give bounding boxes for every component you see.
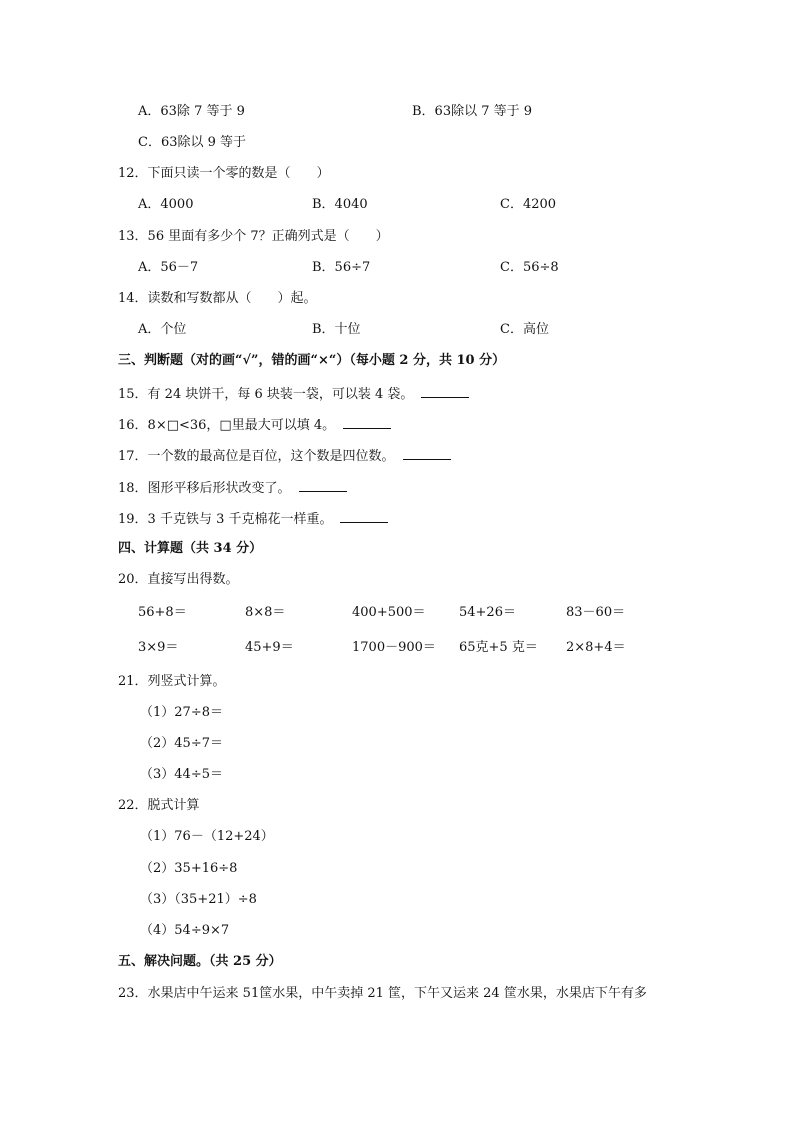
q12-option-c: C．4200 — [500, 197, 557, 212]
q11-option-b: B．63除以 7 等于 9 — [412, 104, 533, 119]
answer-blank[interactable] — [299, 479, 347, 492]
q12-stem: 12．下面只读一个零的数是（ ） — [118, 166, 330, 181]
calc-item: 45+9＝ — [245, 640, 294, 655]
answer-blank[interactable] — [421, 385, 469, 398]
section-4-heading: 四、计算题（共 34 分） — [118, 541, 263, 556]
q23-stem: 23．水果店中午运来 51筐水果，中午卖掉 21 筐，下午又运来 24 筐水果，水果店下午有多 — [118, 986, 647, 1001]
q13-option-b: B．56÷7 — [312, 260, 371, 275]
q14-option-b: B．十位 — [312, 322, 361, 337]
calc-item: 8×8＝ — [245, 605, 286, 620]
q22-item-3: （3）（35+21）÷8 — [140, 892, 257, 907]
answer-blank[interactable] — [343, 416, 391, 429]
q21-item-1: （1）27÷8＝ — [140, 705, 223, 720]
judge-item-15: 15．有 24 块饼干，每 6 块装一袋，可以装 4 袋。 — [118, 385, 469, 403]
q13-option-a: A．56－7 — [138, 260, 199, 275]
calc-item: 400+500＝ — [352, 605, 426, 620]
q13-stem: 13．56 里面有多少个 7？正确列式是（ ） — [118, 229, 389, 244]
judge-item-17: 17．一个数的最高位是百位，这个数是四位数。 — [118, 447, 451, 465]
q20-stem: 20．直接写出得数。 — [118, 572, 239, 587]
q21-item-3: （3）44÷5＝ — [140, 767, 223, 782]
calc-item: 56+8＝ — [138, 605, 187, 620]
q14-option-c: C．高位 — [500, 322, 549, 337]
q21-stem: 21．列竖式计算。 — [118, 674, 226, 689]
q13-option-c: C．56÷8 — [500, 260, 559, 275]
answer-blank[interactable] — [340, 510, 388, 523]
section-3-heading: 三、判断题（对的画“√”，错的画“×“）（每小题 2 分，共 10 分） — [118, 353, 506, 368]
calc-item: 2×8+4＝ — [566, 640, 626, 655]
q22-item-1: （1）76－（12+24） — [140, 829, 274, 844]
q14-stem: 14．读数和写数都从（ ）起。 — [118, 291, 317, 306]
calc-item: 65克+5 克＝ — [459, 640, 538, 655]
q11-option-a: A．63除 7 等于 9 — [138, 104, 245, 119]
judge-item-19: 19．3 千克铁与 3 千克棉花一样重。 — [118, 510, 388, 528]
calc-item: 83－60＝ — [566, 605, 626, 620]
q11-option-c: C．63除以 9 等于 — [138, 135, 247, 150]
calc-item: 54+26＝ — [459, 605, 516, 620]
q22-item-4: （4）54÷9×7 — [140, 923, 230, 938]
answer-blank[interactable] — [403, 447, 451, 460]
q22-stem: 22．脱式计算 — [118, 798, 200, 813]
q22-item-2: （2）35+16÷8 — [140, 861, 238, 876]
q14-option-a: A．个位 — [138, 322, 187, 337]
q21-item-2: （2）45÷7＝ — [140, 736, 223, 751]
judge-item-16: 16．8×□<36，□里最大可以填 4。 — [118, 416, 391, 434]
judge-item-18: 18．图形平移后形状改变了。 — [118, 479, 347, 497]
calc-item: 3×9＝ — [138, 640, 179, 655]
section-5-heading: 五、解决问题。（共 25 分） — [118, 954, 282, 969]
calc-item: 1700－900＝ — [352, 640, 436, 655]
q12-option-b: B．4040 — [312, 197, 368, 212]
q12-option-a: A．4000 — [138, 197, 194, 212]
